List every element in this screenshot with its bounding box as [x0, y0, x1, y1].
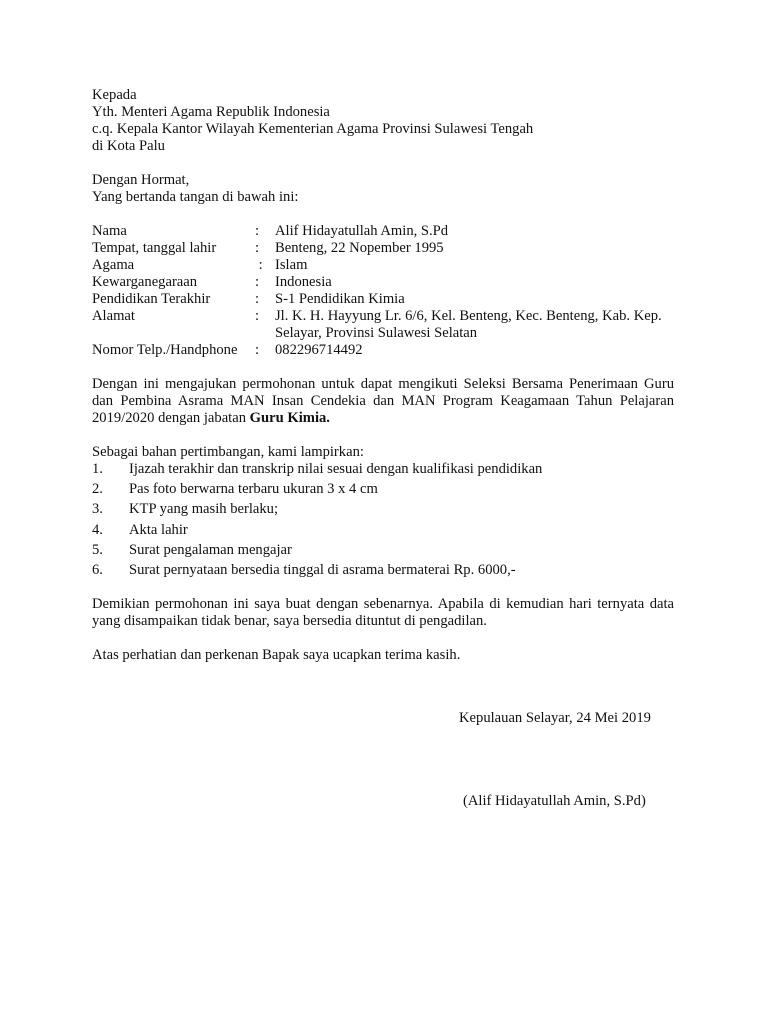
- letter-body: [92, 87, 674, 664]
- identity-label: Alamat: [92, 308, 135, 324]
- attachments-intro: Sebagai bahan pertimbangan, kami lampirkan:: [92, 444, 364, 460]
- identity-label: Kewarganegaraan: [92, 274, 198, 290]
- identity-row: [92, 342, 674, 359]
- closing-statement: Demikian permohonan ini saya buat dengan sebenarnya. Apabila di kemudian hari ternyata data yang disampaikan tidak benar, saya bersedia dituntut di pengadilan.: [92, 596, 674, 630]
- attachment-number: 4.: [92, 521, 103, 538]
- attachment-text: Surat pengalaman mengajar: [129, 541, 292, 558]
- identity-table: [92, 223, 674, 359]
- attachment-text: Ijazah terakhir dan transkrip nilai sesuai dengan kualifikasi pendidikan: [129, 461, 543, 477]
- attachment-item: [92, 481, 674, 501]
- identity-value: Islam: [275, 257, 308, 273]
- identity-value: Jl. K. H. Hayyung Lr. 6/6, Kel. Benteng, Kec. Benteng, Kab. Kep. Selayar, Provinsi Sulawesi Selatan: [275, 308, 662, 341]
- recipient-line-2: Yth. Menteri Agama Republik Indonesia: [92, 104, 330, 120]
- identity-row: [92, 240, 674, 257]
- attachment-number: 3.: [92, 501, 103, 518]
- attachments-block: [92, 444, 674, 582]
- salutation: Dengan Hormat,: [92, 172, 190, 188]
- identity-separator: :: [255, 274, 260, 290]
- identity-row: [92, 291, 674, 308]
- attachment-number: 5.: [92, 541, 103, 558]
- identity-label: Tempat, tanggal lahir: [92, 240, 217, 256]
- place-date: Kepulauan Selayar, 24 Mei 2019: [459, 710, 651, 726]
- closing-thanks: Atas perhatian dan perkenan Bapak saya ucapkan terima kasih.: [92, 647, 461, 664]
- identity-value: Alif Hidayatullah Amin, S.Pd: [275, 223, 449, 239]
- application-position: Guru Kimia.: [249, 410, 330, 426]
- recipient-line-1: Kepada: [92, 87, 137, 103]
- attachment-text: Akta lahir: [129, 521, 188, 538]
- attachment-text: KTP yang masih berlaku;: [129, 501, 279, 518]
- identity-value: Benteng, 22 Nopember 1995: [275, 240, 444, 256]
- identity-row: [92, 257, 674, 274]
- identity-separator: :: [255, 291, 260, 307]
- identity-value: 082296714492: [275, 342, 363, 358]
- attachment-number: 1.: [92, 461, 103, 477]
- identity-label: Nomor Telp./Handphone: [92, 342, 238, 358]
- application-text: Dengan ini mengajukan permohonan untuk dapat mengikuti Seleksi Bersama Penerimaan Guru dan Pembina Asrama MAN Insan Cendekia dan MAN Program Keagamaan Tahun Pelajaran 2019/2020 dengan jabatan: [92, 376, 674, 426]
- identity-label: Nama: [92, 223, 127, 239]
- identity-separator: :: [255, 308, 260, 324]
- identity-value: Indonesia: [275, 274, 332, 290]
- identity-value: S-1 Pendidikan Kimia: [275, 291, 405, 307]
- identity-row: [92, 308, 674, 342]
- identity-separator: :: [255, 223, 260, 239]
- attachment-number: 6.: [92, 561, 103, 578]
- application-paragraph: [92, 376, 674, 427]
- attachment-number: 2.: [92, 481, 103, 498]
- attachment-item: [92, 522, 674, 542]
- attachment-item: [92, 461, 674, 481]
- identity-row: [92, 274, 674, 291]
- recipient-line-4: di Kota Palu: [92, 138, 165, 154]
- identity-separator: :: [255, 342, 260, 358]
- recipient-line-3: c.q. Kepala Kantor Wilayah Kementerian Agama Provinsi Sulawesi Tengah: [92, 121, 534, 137]
- intro-line: Yang bertanda tangan di bawah ini:: [92, 189, 299, 205]
- signatory-name: (Alif Hidayatullah Amin, S.Pd): [463, 793, 646, 809]
- attachment-item: [92, 562, 674, 582]
- identity-label: Pendidikan Terakhir: [92, 291, 211, 307]
- attachment-item: [92, 501, 674, 521]
- identity-separator: :: [255, 257, 263, 273]
- identity-label: Agama: [92, 257, 135, 273]
- attachment-text: Pas foto berwarna terbaru ukuran 3 x 4 cm: [129, 481, 378, 498]
- recipient-block: [92, 87, 674, 155]
- identity-row: [92, 223, 674, 240]
- identity-separator: :: [255, 240, 260, 256]
- greeting-block: [92, 172, 674, 206]
- attachment-text: Surat pernyataan bersedia tinggal di asrama bermaterai Rp. 6000,-: [129, 561, 516, 578]
- attachment-item: [92, 542, 674, 562]
- attachments-list: [92, 461, 674, 582]
